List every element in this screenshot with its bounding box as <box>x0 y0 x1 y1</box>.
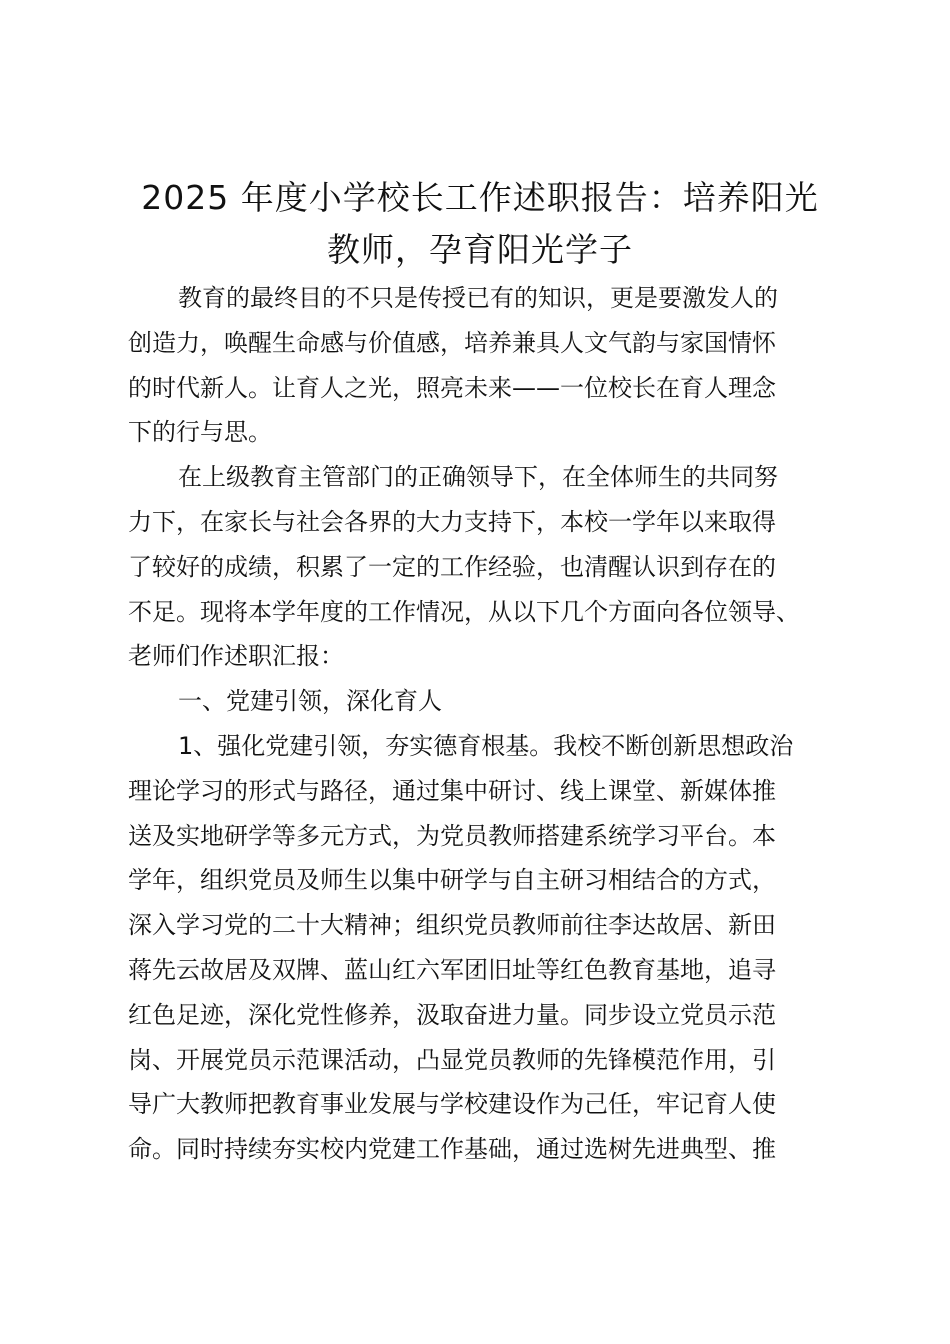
paragraph-party-building <box>128 724 848 1172</box>
text-line: 下的行与思。 <box>128 418 272 447</box>
document-body <box>128 276 848 1172</box>
title-line-1: 2025 年度小学校长工作述职报告：培养阳光 <box>141 178 819 217</box>
document-title <box>110 172 850 276</box>
text-line: 老师们作述职汇报： <box>128 642 344 671</box>
text-line: 红色足迹，深化党性修养，汲取奋进力量。同步设立党员示范 <box>128 1000 776 1029</box>
text-line: 命。同时持续夯实校内党建工作基础，通过选树先进典型、推 <box>128 1135 776 1164</box>
text-line: 送及实地研学等多元方式，为党员教师搭建系统学习平台。本 <box>128 821 776 850</box>
text-line: 理论学习的形式与路径，通过集中研讨、线上课堂、新媒体推 <box>128 776 776 805</box>
text-line: 不足。现将本学年度的工作情况，从以下几个方面向各位领导、 <box>128 597 800 626</box>
text-line: 教育的最终目的不只是传授已有的知识，更是要激发人的 <box>178 284 778 312</box>
paragraph-intro <box>128 276 848 455</box>
text-line: 岗、开展党员示范课活动，凸显党员教师的先锋模范作用，引 <box>128 1045 776 1074</box>
text-line: 1、强化党建引领，夯实德育根基。我校不断创新思想政治 <box>178 731 794 760</box>
text-line: 的时代新人。让育人之光，照亮未来——一位校长在育人理念 <box>128 373 776 402</box>
title-line-2: 教师，孕育阳光学子 <box>327 230 633 269</box>
text-line: 深入学习党的二十大精神；组织党员教师前往李达故居、新田 <box>128 911 776 940</box>
text-line: 创造力，唤醒生命感与价值感，培养兼具人文气韵与家国情怀 <box>128 328 776 357</box>
paragraph-overview <box>128 455 848 679</box>
section-heading-text: 一、党建引领，深化育人 <box>178 687 442 716</box>
section-heading <box>128 679 848 724</box>
text-line: 力下，在家长与社会各界的大力支持下，本校一学年以来取得 <box>128 507 776 536</box>
text-line: 了较好的成绩，积累了一定的工作经验，也清醒认识到存在的 <box>128 552 776 581</box>
text-line: 学年，组织党员及师生以集中研学与自主研习相结合的方式， <box>128 866 776 895</box>
text-line: 蒋先云故居及双牌、蓝山红六军团旧址等红色教育基地，追寻 <box>128 955 776 984</box>
text-line: 导广大教师把教育事业发展与学校建设作为己任，牢记育人使 <box>128 1090 776 1119</box>
text-line: 在上级教育主管部门的正确领导下，在全体师生的共同努 <box>178 463 778 492</box>
